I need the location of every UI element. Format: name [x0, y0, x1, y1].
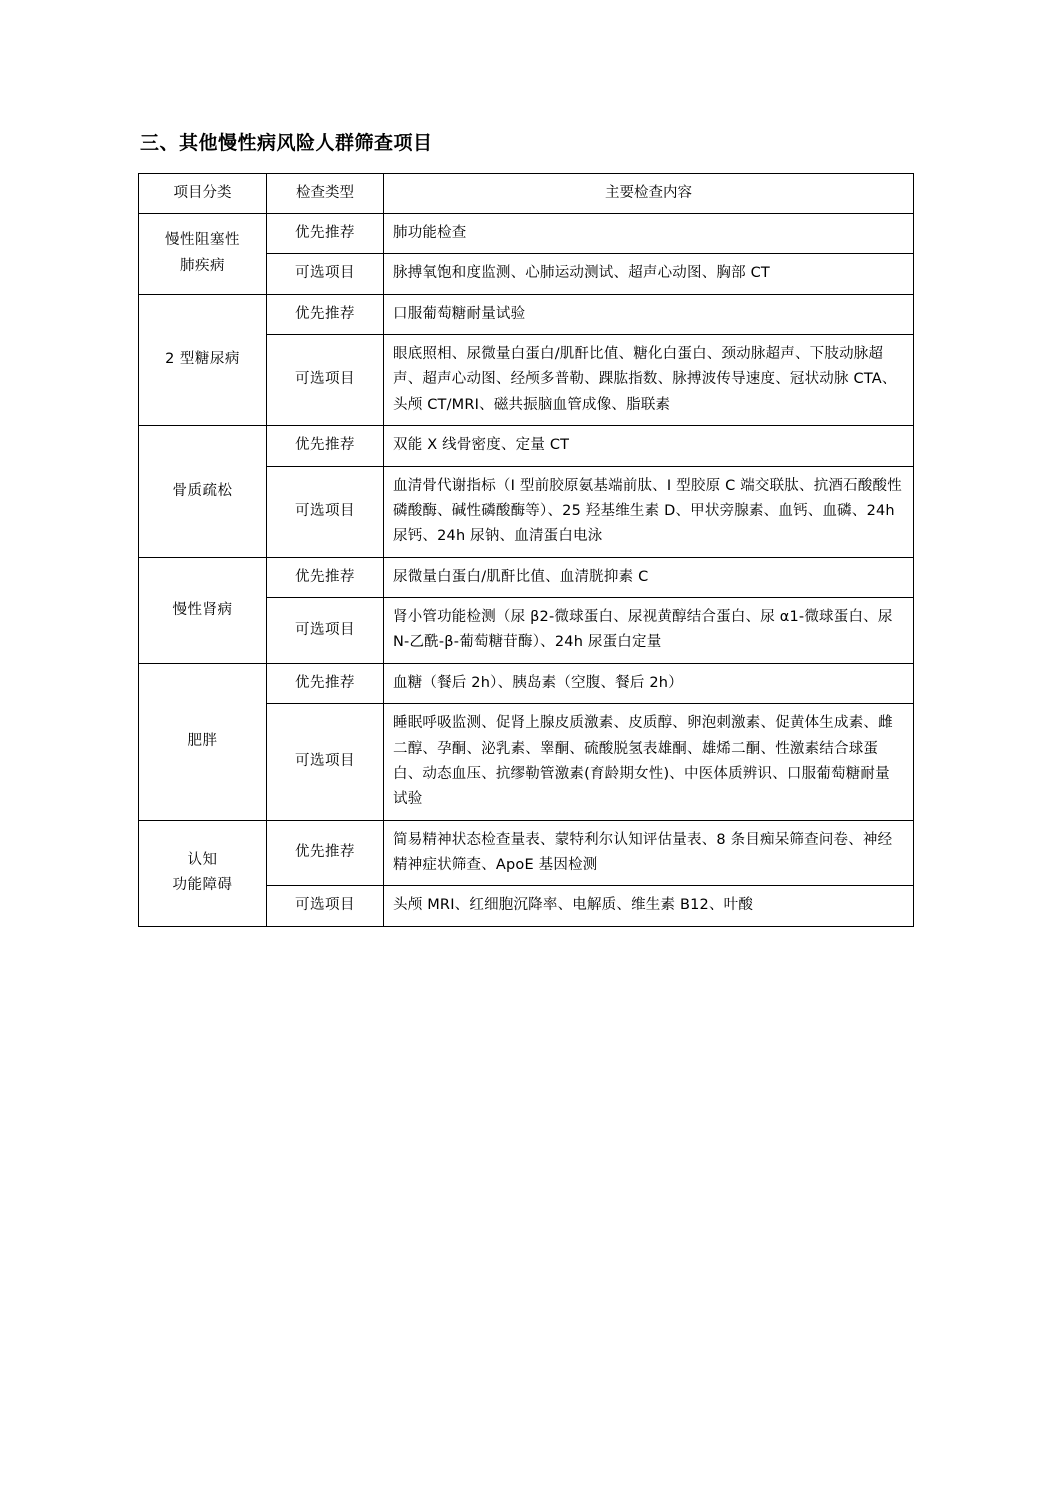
- category-cell-osteoporosis: [139, 426, 267, 558]
- column-header-type: 检查类型: [267, 173, 384, 213]
- category-label: 骨质疏松: [172, 482, 233, 499]
- category-cell-copd: [139, 213, 267, 294]
- category-label: 慢性肾病: [172, 601, 233, 618]
- category-cell-chronic-kidney-disease: [139, 557, 267, 663]
- type-cell: 可选项目: [267, 254, 384, 294]
- table-header-row: [139, 173, 914, 213]
- category-label: 肥胖: [187, 733, 218, 750]
- document-content: [138, 130, 913, 927]
- type-cell: 优先推荐: [267, 820, 384, 886]
- type-cell: 优先推荐: [267, 663, 384, 703]
- content-cell: 头颅 MRI、红细胞沉降率、电解质、维生素 B12、叶酸: [384, 886, 914, 926]
- category-cell-type2-diabetes: [139, 294, 267, 426]
- category-cell-cognitive-impairment: [139, 820, 267, 926]
- content-cell: 口服葡萄糖耐量试验: [384, 294, 914, 334]
- table-row: [139, 663, 914, 703]
- column-header-content: 主要检查内容: [384, 173, 914, 213]
- content-cell: 双能 X 线骨密度、定量 CT: [384, 426, 914, 466]
- content-cell: 血糖（餐后 2h）、胰岛素（空腹、餐后 2h）: [384, 663, 914, 703]
- type-cell: 优先推荐: [267, 557, 384, 597]
- content-cell: 血清骨代谢指标（Ⅰ 型前胶原氨基端前肽、Ⅰ 型胶原 C 端交联肽、抗酒石酸酸性磷酸酶、碱性磷酸酶等）、25 羟基维生素 D、甲状旁腺素、血钙、血磷、24h 尿钙、24h 尿钠、血清蛋白电泳: [384, 466, 914, 557]
- type-cell: 可选项目: [267, 886, 384, 926]
- content-cell: 肺功能检查: [384, 213, 914, 253]
- content-cell: 肾小管功能检测（尿 β2-微球蛋白、尿视黄醇结合蛋白、尿 α1-微球蛋白、尿 N-乙酰-β-葡萄糖苷酶）、24h 尿蛋白定量: [384, 598, 914, 664]
- type-cell: 可选项目: [267, 335, 384, 426]
- content-cell: 尿微量白蛋白/肌酐比值、血清胱抑素 C: [384, 557, 914, 597]
- category-label: 2 型糖尿病: [165, 351, 240, 368]
- type-cell: 可选项目: [267, 598, 384, 664]
- screening-table: [138, 173, 914, 927]
- content-cell: 睡眠呼吸监测、促肾上腺皮质激素、皮质醇、卵泡刺激素、促黄体生成素、雌二醇、孕酮、泌乳素、睾酮、硫酸脱氢表雄酮、雄烯二酮、性激素结合球蛋白、动态血压、抗缪勒管激素(育龄期女性)、中医体质辨识、口服葡萄糖耐量试验: [384, 704, 914, 821]
- page-title: 三、其他慢性病风险人群筛查项目: [140, 132, 433, 154]
- table-row: [139, 557, 914, 597]
- category-cell-obesity: [139, 663, 267, 820]
- content-cell: 眼底照相、尿微量白蛋白/肌酐比值、糖化白蛋白、颈动脉超声、下肢动脉超声、超声心动图、经颅多普勒、踝肱指数、脉搏波传导速度、冠状动脉 CTA、头颅 CT/MRI、磁共振脑血管成像、脂联素: [384, 335, 914, 426]
- table-row: [139, 213, 914, 253]
- type-cell: 可选项目: [267, 466, 384, 557]
- category-label: 慢性阻塞性 肺疾病: [165, 232, 240, 274]
- table-row: [139, 294, 914, 334]
- table-row: [139, 426, 914, 466]
- type-cell: 优先推荐: [267, 294, 384, 334]
- type-cell: 可选项目: [267, 704, 384, 821]
- category-label: 认知 功能障碍: [172, 851, 233, 894]
- column-header-category: 项目分类: [139, 173, 267, 213]
- type-cell: 优先推荐: [267, 213, 384, 253]
- table-row: [139, 820, 914, 886]
- content-cell: 脉搏氧饱和度监测、心肺运动测试、超声心动图、胸部 CT: [384, 254, 914, 294]
- type-cell: 优先推荐: [267, 426, 384, 466]
- content-cell: 简易精神状态检查量表、蒙特利尔认知评估量表、8 条目痴呆筛查问卷、神经精神症状筛查、ApoE 基因检测: [384, 820, 914, 886]
